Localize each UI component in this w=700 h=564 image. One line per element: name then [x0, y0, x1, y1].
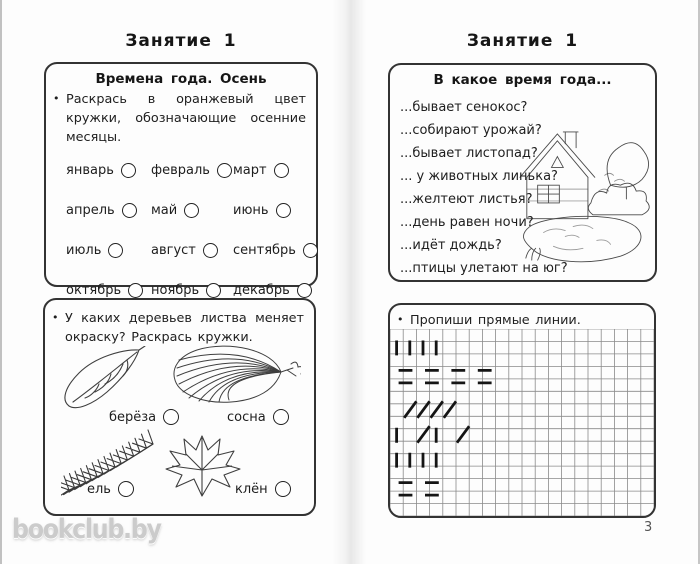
month-circle: [108, 243, 123, 258]
scan-edge-left: [0, 0, 2, 564]
month-item: [66, 231, 151, 271]
question-line: ...бывает сенокос?: [400, 100, 528, 115]
tree-label: сосна: [227, 409, 266, 425]
question-line: ...день равен ночи?: [400, 215, 534, 230]
month-circle: [184, 203, 199, 218]
tree-item-pine: [227, 409, 289, 425]
questions-task-box: [388, 63, 657, 282]
pine-branch-icon: [169, 340, 301, 408]
seasons-instruction: [53, 90, 306, 148]
question-line: ...желтеют листья?: [400, 192, 533, 207]
question-line: ...идёт дождь?: [400, 238, 502, 253]
left-page-title: Занятие 1: [125, 31, 237, 51]
writing-instruction: [397, 311, 644, 330]
page-gutter-shadow: [332, 0, 366, 564]
month-circle: [206, 283, 221, 298]
tree-item-spruce: [87, 481, 134, 497]
bullet-icon: •: [52, 311, 59, 324]
month-circle: [303, 243, 318, 258]
month-label: ноябрь: [151, 283, 200, 299]
answer-circle: [118, 481, 134, 497]
questions-box-header: В какое время года...: [433, 72, 612, 88]
writing-task-box: [388, 303, 656, 518]
month-circle: [122, 203, 137, 218]
seasons-instruction-text: Раскрась в оранжевый цвет кружки, обозначающие осенние месяцы.: [66, 92, 306, 146]
question-line: ...собирают урожай?: [400, 123, 542, 138]
writing-instruction-text: Пропиши прямые линии.: [410, 313, 581, 328]
right-page-title: Занятие 1: [466, 31, 579, 51]
answer-circle: [163, 409, 179, 425]
month-label: июль: [66, 243, 102, 259]
month-circle: [128, 283, 143, 298]
month-label: июнь: [233, 203, 269, 219]
watermark: bookclub.by: [12, 514, 161, 545]
month-circle: [274, 163, 289, 178]
month-item: [233, 191, 318, 231]
month-label: февраль: [151, 163, 210, 179]
month-label: сентябрь: [233, 243, 296, 259]
seasons-task-box: [44, 62, 318, 299]
tree-item-maple: [235, 481, 291, 497]
month-circle: [276, 203, 291, 218]
month-label: декабрь: [233, 283, 290, 299]
question-line: ...птицы улетают на юг?: [400, 261, 568, 276]
answer-circle: [273, 409, 289, 425]
month-item: [233, 231, 318, 271]
month-item: [151, 231, 233, 271]
writing-grid: [390, 329, 654, 517]
month-item: [233, 151, 318, 191]
month-label: январь: [66, 163, 114, 179]
month-circle: [217, 163, 232, 178]
seasons-box-header: Времена года. Осень: [95, 71, 267, 87]
tree-item-birch: [109, 409, 179, 425]
questions-list: [400, 100, 568, 284]
page-number: 3: [644, 520, 653, 535]
question-line: ... у животных линька?: [400, 169, 558, 184]
month-label: май: [151, 203, 178, 219]
month-circle: [297, 283, 312, 298]
tree-label: берёза: [109, 409, 157, 425]
month-item: [151, 151, 233, 191]
month-label: март: [233, 163, 267, 179]
month-label: август: [151, 243, 196, 259]
months-grid: [66, 151, 316, 311]
month-circle: [121, 163, 136, 178]
bullet-icon: •: [397, 313, 404, 326]
month-label: октябрь: [66, 283, 122, 299]
month-label: апрель: [66, 203, 115, 219]
answer-circle: [275, 481, 291, 497]
bullet-icon: •: [53, 92, 60, 105]
birch-leaf-icon: [59, 346, 147, 410]
question-line: ...бывает листопад?: [400, 146, 538, 161]
month-circle: [203, 243, 218, 258]
trees-instruction-text: У каких деревьев листва меняет окраску? Раскрась кружки.: [65, 311, 304, 346]
month-item: [151, 191, 233, 231]
tree-label: ель: [87, 481, 111, 497]
trees-task-box: [43, 298, 316, 516]
tree-label: клён: [235, 481, 268, 497]
month-item: [66, 191, 151, 231]
month-item: [66, 151, 151, 191]
